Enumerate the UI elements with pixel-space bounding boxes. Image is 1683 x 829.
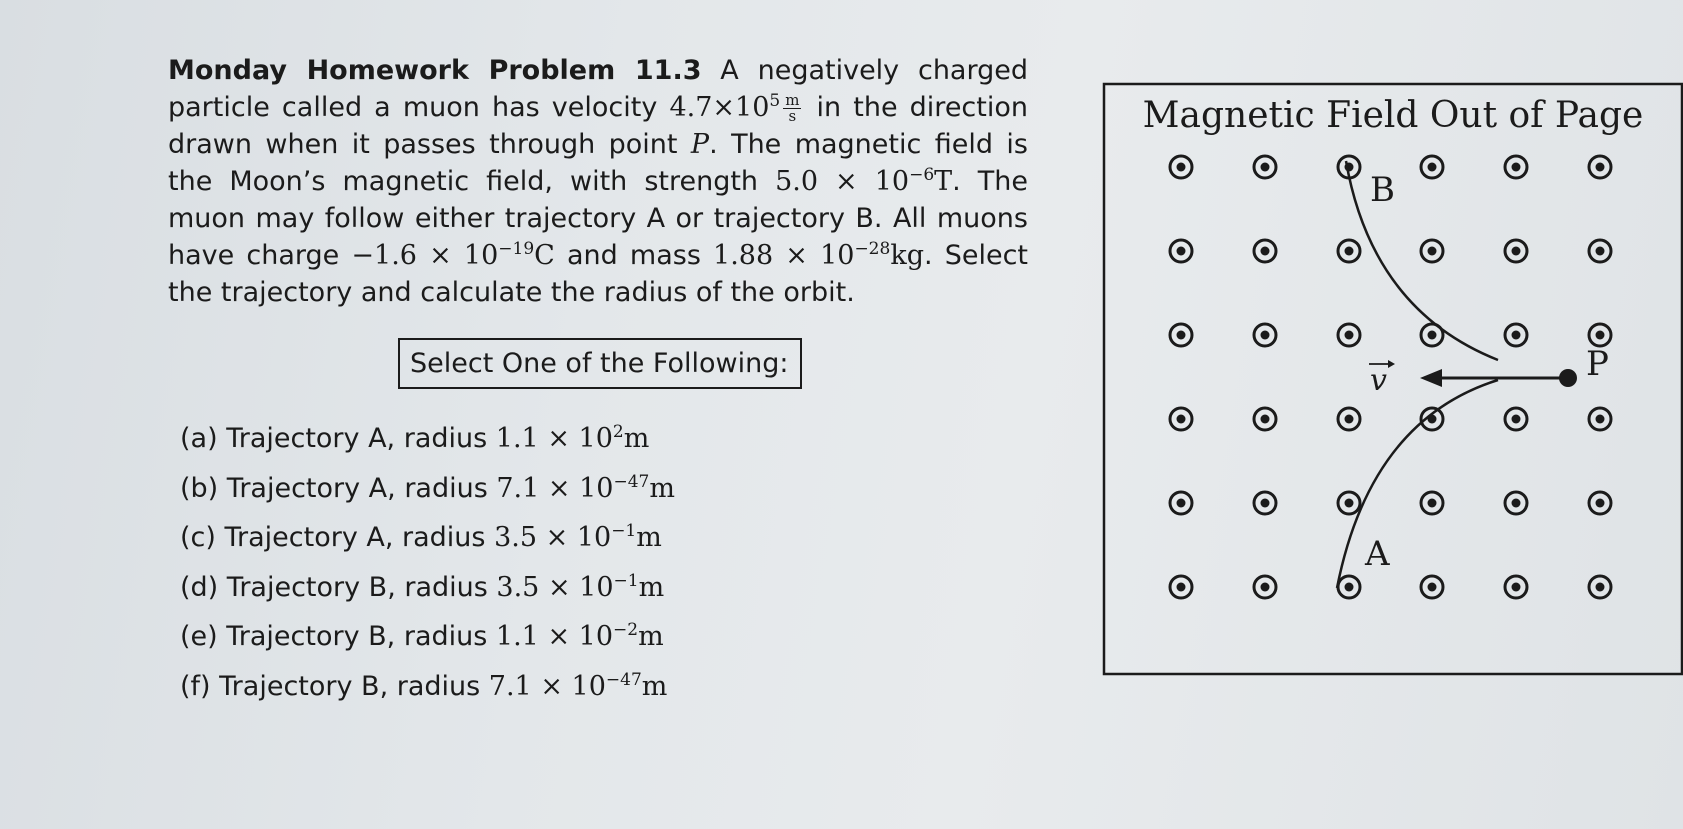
option-value: $1.1 \times 10^{-2}m$ xyxy=(495,620,664,652)
field-out-of-page-icon xyxy=(1589,576,1611,598)
option-base: 10 xyxy=(579,571,614,603)
field-out-of-page-icon xyxy=(1254,408,1276,430)
field-out-of-page-icon xyxy=(1170,492,1192,514)
field-out-of-page-icon xyxy=(1505,576,1527,598)
select-one-heading: Select One of the Following: xyxy=(398,338,802,389)
option-unit: m xyxy=(638,621,664,652)
field-out-of-page-icon xyxy=(1338,408,1360,430)
option-mantissa: 1.1 xyxy=(495,423,539,454)
option-exponent: −2 xyxy=(613,620,639,640)
velocity-mantissa: 4.7 xyxy=(669,92,713,123)
option-label: (b) Trajectory A, radius xyxy=(180,472,497,504)
trajectory-b-label: B xyxy=(1370,170,1395,210)
problem-text-3: . The magnetic field is the Moon’s magnetic field, with strength xyxy=(168,129,1028,197)
field-value: $5.0 \times 10^{-6}T$ xyxy=(775,165,953,197)
option-base: 10 xyxy=(578,423,613,454)
field-out-of-page-icon xyxy=(1338,492,1360,514)
velocity-arrow-head xyxy=(1420,369,1442,387)
point-p-dot xyxy=(1559,369,1577,387)
option-exponent: −1 xyxy=(611,521,637,541)
field-out-of-page-icon xyxy=(1254,240,1276,262)
problem-text-6: . Select the trajectory and calculate the radius of the orbit. xyxy=(168,240,1029,308)
charge-exponent: −19 xyxy=(498,239,535,259)
option-unit: m xyxy=(649,472,675,504)
field-out-of-page-icon xyxy=(1505,408,1527,430)
option-mantissa: 7.1 xyxy=(496,472,540,504)
velocity-base: 10 xyxy=(735,92,770,123)
field-out-of-page-icon xyxy=(1589,492,1611,514)
option-unit: m xyxy=(641,670,668,702)
charge-value: $-1.6 \times 10^{-19}C$ xyxy=(351,239,555,271)
mass-exponent: −28 xyxy=(854,239,891,259)
field-out-of-page-icon xyxy=(1254,156,1276,178)
option-label: (c) Trajectory A, radius xyxy=(180,522,495,553)
option-base: 10 xyxy=(576,522,612,553)
option-base: 10 xyxy=(578,621,614,652)
field-out-of-page-icon xyxy=(1254,492,1276,514)
option-unit: m xyxy=(636,522,662,553)
mass-unit: kg xyxy=(890,240,924,271)
field-out-of-page-icon xyxy=(1170,324,1192,346)
option-mantissa: 7.1 xyxy=(488,670,532,702)
option-base: 10 xyxy=(571,670,606,702)
point-p-label: P xyxy=(1586,344,1609,384)
field-out-of-page-icon xyxy=(1505,240,1527,262)
field-out-of-page-icon xyxy=(1421,576,1443,598)
option-label: (f) Trajectory B, radius xyxy=(180,670,489,702)
velocity-vector-tip xyxy=(1388,360,1395,368)
field-out-of-page-icon xyxy=(1170,408,1192,430)
option-value: $1.1 \times 10^2m$ xyxy=(495,422,650,454)
problem-text-4: . The muon may follow either trajectory A or trajectory B. All muons have charge xyxy=(168,166,1028,271)
mass-base: 10 xyxy=(820,240,855,271)
field-out-of-page-icon xyxy=(1505,156,1527,178)
option-value: $7.1 \times 10^{-47}m$ xyxy=(488,669,668,702)
option-mantissa: 3.5 xyxy=(496,571,540,603)
velocity-value: $4.7\times 10^5$ xyxy=(669,91,781,123)
option-value: $3.5 \times 10^{-1}m$ xyxy=(494,521,662,553)
charge-mantissa: −1.6 xyxy=(351,240,417,271)
problem-lead: Monday Homework Problem 11.3 xyxy=(168,55,702,86)
option-exponent: 2 xyxy=(612,422,624,442)
field-out-of-page-icon xyxy=(1338,324,1360,346)
field-base: 10 xyxy=(874,166,910,197)
velocity-unit-numerator: m xyxy=(785,91,800,109)
problem-text-5: and mass xyxy=(554,240,714,271)
field-unit: T xyxy=(934,166,953,197)
field-out-of-page-icon xyxy=(1254,576,1276,598)
option-unit: m xyxy=(638,571,665,603)
option-exponent: −1 xyxy=(613,570,639,591)
option-unit: m xyxy=(623,423,650,454)
trajectory-a-label: A xyxy=(1365,534,1390,574)
charge-unit: C xyxy=(534,240,555,271)
trajectory-a-path xyxy=(1337,380,1498,588)
problem-text-1: A negatively charged particle called a muon has velocity xyxy=(168,55,1028,123)
option-label: (d) Trajectory B, radius xyxy=(180,571,497,603)
option-label: (a) Trajectory A, radius xyxy=(180,423,496,454)
field-out-of-page-icon xyxy=(1421,492,1443,514)
option-exponent: −47 xyxy=(605,669,642,690)
field-mantissa: 5.0 xyxy=(775,166,819,197)
field-out-of-page-icon xyxy=(1589,240,1611,262)
velocity-label: v xyxy=(1370,363,1387,398)
option-exponent: −47 xyxy=(613,471,650,492)
option-mantissa: 3.5 xyxy=(494,522,538,553)
option-base: 10 xyxy=(579,472,614,504)
option-value: $3.5 \times 10^{-1}m$ xyxy=(496,570,665,603)
field-out-of-page-icon xyxy=(1254,324,1276,346)
velocity-unit-denominator: s xyxy=(788,107,797,125)
field-out-of-page-icon xyxy=(1505,324,1527,346)
field-out-of-page-icon xyxy=(1421,156,1443,178)
field-out-of-page-icon xyxy=(1505,492,1527,514)
field-out-of-page-icon xyxy=(1170,576,1192,598)
field-out-of-page-icon xyxy=(1338,576,1360,598)
diagram-title: Magnetic Field Out of Page xyxy=(1142,95,1644,136)
charge-base: 10 xyxy=(463,240,499,271)
field-out-of-page-icon xyxy=(1589,324,1611,346)
mass-mantissa: 1.88 xyxy=(713,240,774,271)
velocity-exponent: 5 xyxy=(769,91,781,111)
field-out-of-page-icon xyxy=(1589,408,1611,430)
field-out-of-page-icon xyxy=(1170,156,1192,178)
field-out-of-page-icon xyxy=(1338,240,1360,262)
option-mantissa: 1.1 xyxy=(495,621,539,652)
option-value: $7.1 \times 10^{-47}m$ xyxy=(496,471,675,504)
field-exponent: −6 xyxy=(909,165,935,185)
point-p-symbol: P xyxy=(690,129,710,160)
field-out-of-page-icon xyxy=(1589,156,1611,178)
problem-text-2: in the direction drawn when it passes through point xyxy=(168,92,1028,160)
mass-value: $1.88 \times 10^{-28}kg$ xyxy=(713,239,924,271)
field-out-of-page-icon xyxy=(1170,240,1192,262)
field-out-of-page-icon xyxy=(1421,240,1443,262)
option-label: (e) Trajectory B, radius xyxy=(180,621,496,652)
